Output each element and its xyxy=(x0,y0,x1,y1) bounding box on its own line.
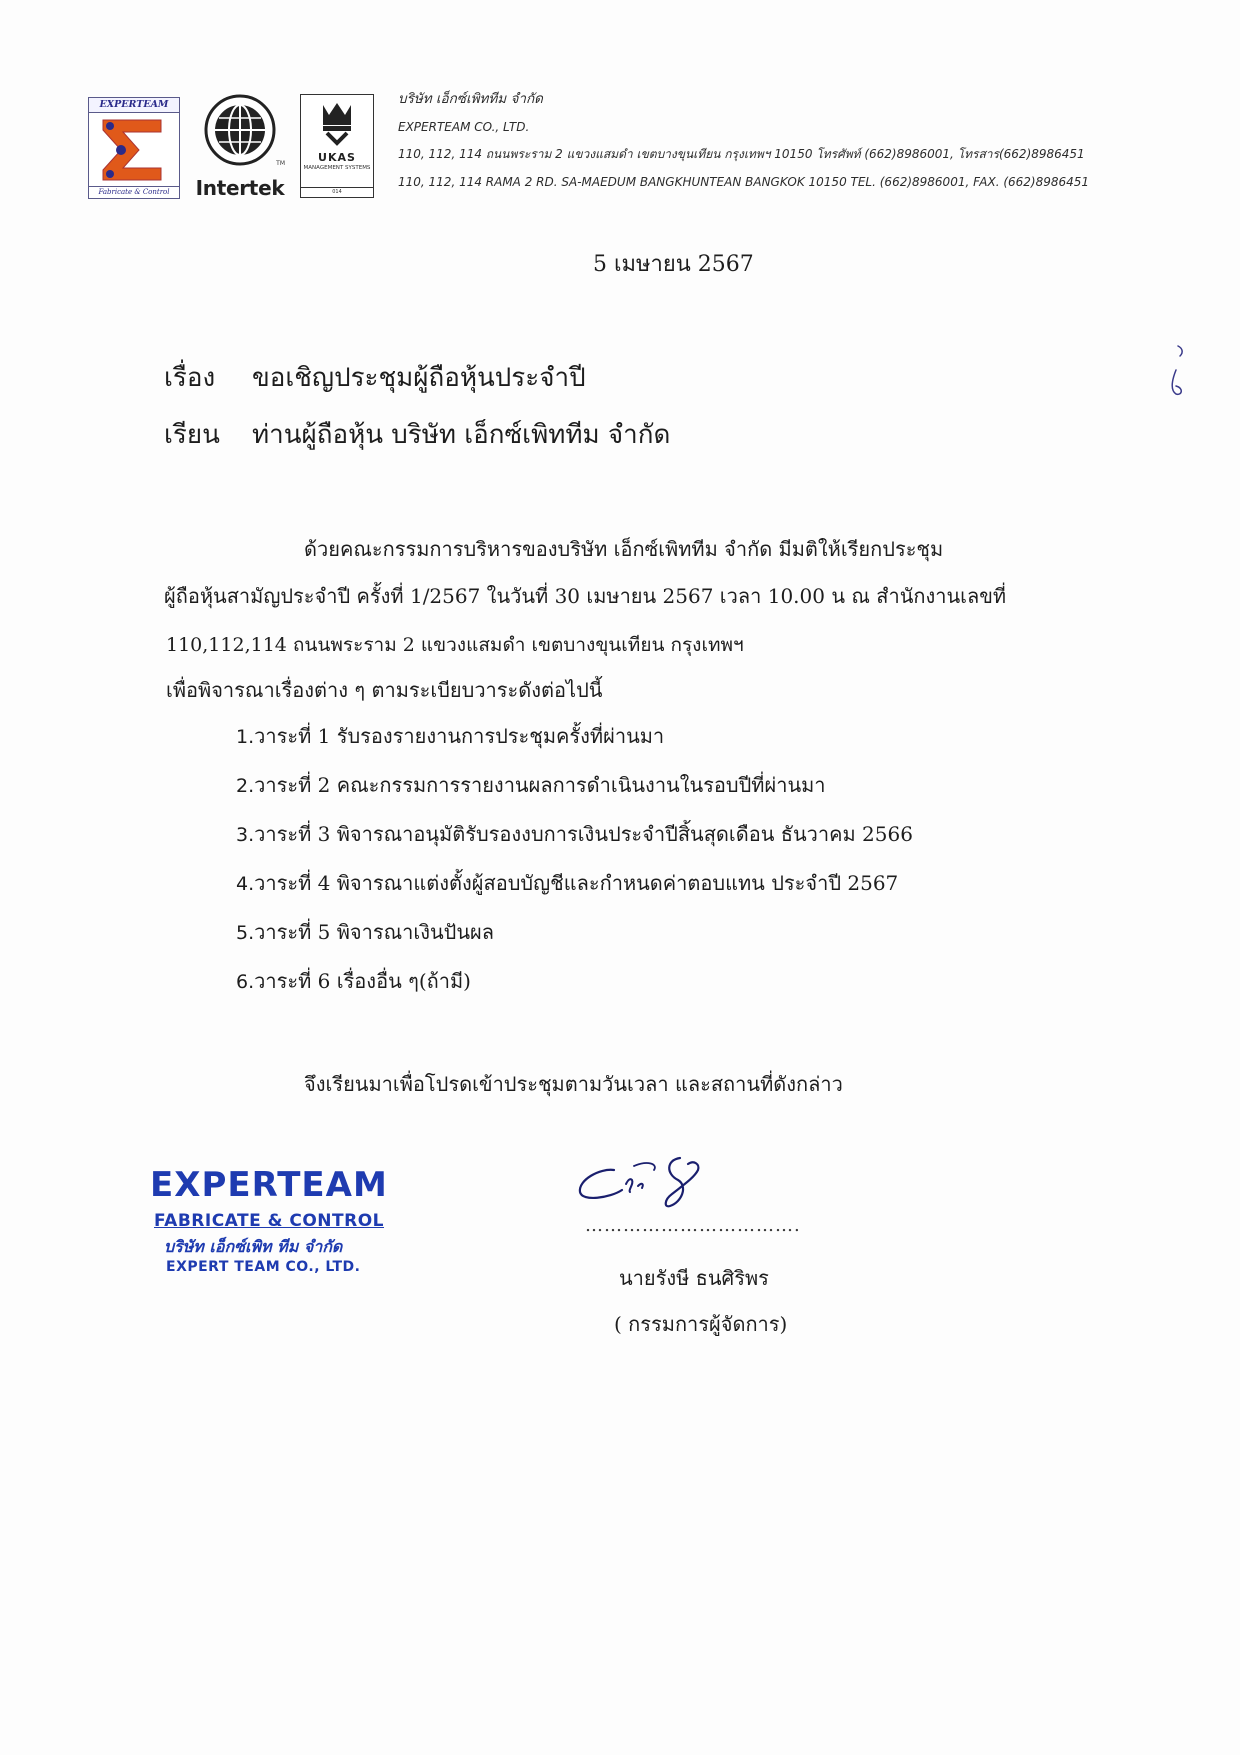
agenda-text: วาระที่ 5 พิจารณาเงินปันผล xyxy=(254,920,494,944)
agenda-number: 1. xyxy=(236,726,255,748)
signature-line: ……………………………. xyxy=(585,1215,801,1236)
company-stamp xyxy=(150,1165,440,1280)
experteam-logo-label: EXPERTEAM xyxy=(89,98,179,113)
body-line-2: ผู้ถือหุ้นสามัญประจำปี ครั้งที่ 1/2567 ในวันที่ 30 เมษายน 2567 เวลา 10.00 น ณ สำนักงานเลขที่ xyxy=(164,584,1007,608)
body-line-1: ด้วยคณะกรรมการบริหารของบริษัท เอ็กซ์เพิททีม จำกัด มีมติให้เรียกประชุม xyxy=(304,537,944,561)
crown-icon xyxy=(301,95,373,149)
recipient-text: ท่านผู้ถือหุ้น บริษัท เอ็กซ์เพิททีม จำกัด xyxy=(252,420,671,450)
agenda-item xyxy=(236,966,913,1015)
agenda-item xyxy=(236,770,913,819)
stamp-name-th: บริษัท เอ็กซ์เพิท ทีม จำกัด xyxy=(164,1237,343,1256)
subject-label: เรื่อง xyxy=(164,363,216,393)
subject-text: ขอเชิญประชุมผู้ถือหุ้นประจำปี xyxy=(252,363,586,393)
stamp-brand: EXPERTEAM xyxy=(150,1165,388,1205)
company-name-en: EXPERTEAM CO., LTD. xyxy=(398,119,530,134)
ukas-subtitle: MANAGEMENT SYSTEMS xyxy=(303,165,371,171)
intertek-wordmark: Intertek xyxy=(195,176,285,200)
agenda-number: 3. xyxy=(236,824,255,846)
ukas-name: UKAS xyxy=(318,151,356,164)
handwritten-margin-mark xyxy=(1162,340,1192,415)
signer-title: ( กรรมการผู้จัดการ) xyxy=(614,1312,788,1336)
agenda-text: วาระที่ 2 คณะกรรมการรายงานผลการดำเนินงานในรอบปีที่ผ่านมา xyxy=(254,773,826,797)
agenda-number: 4. xyxy=(236,873,255,895)
globe-icon xyxy=(195,92,285,172)
experteam-logo-tagline: Fabricate & Control xyxy=(89,186,179,198)
closing-line: จึงเรียนมาเพื่อโปรดเข้าประชุมตามวันเวลา และสถานที่ดังกล่าว xyxy=(304,1072,843,1096)
intertek-logo xyxy=(195,92,285,200)
experteam-logo xyxy=(88,97,180,199)
handwritten-signature xyxy=(570,1150,750,1220)
agenda-text: วาระที่ 1 รับรองรายงานการประชุมครั้งที่ผ่านมา xyxy=(254,724,665,748)
ukas-number: 014 xyxy=(301,187,373,195)
agenda-item xyxy=(236,721,913,770)
agenda-item xyxy=(236,917,913,966)
trademark-mark: TM xyxy=(276,160,285,167)
agenda-number: 5. xyxy=(236,922,255,944)
body-line-4: เพื่อพิจารณาเรื่องต่าง ๆ ตามระเบียบวาระดังต่อไปนี้ xyxy=(166,678,603,702)
agenda-number: 6. xyxy=(236,971,255,993)
company-info xyxy=(398,86,1198,196)
agenda-item xyxy=(236,868,913,917)
agenda-list xyxy=(236,721,913,1015)
signer-name: นายรังษี ธนศิริพร xyxy=(619,1266,769,1290)
ukas-logo xyxy=(300,94,374,198)
body-line-3: 110,112,114 ถนนพระราม 2 แขวงแสมดำ เขตบางขุนเทียน กรุงเทพฯ xyxy=(166,634,744,656)
address-th: 110, 112, 114 ถนนพระราม 2 แขวงแสมดำ เขตบางขุนเทียน กรุงเทพฯ 10150 โทรศัพท์ (662)8986001, โทรสาร(662)8986451 xyxy=(398,147,1085,161)
sigma-icon xyxy=(99,116,169,184)
agenda-text: วาระที่ 6 เรื่องอื่น ๆ(ถ้ามี) xyxy=(254,969,471,993)
address-en: 110, 112, 114 RAMA 2 RD. SA-MAEDUM BANGKHUNTEAN BANGKOK 10150 TEL. (662)8986001, FAX. (662)8986451 xyxy=(398,174,1090,189)
agenda-number: 2. xyxy=(236,775,255,797)
stamp-tagline: FABRICATE & CONTROL xyxy=(154,1211,385,1231)
recipient-label: เรียน xyxy=(164,420,220,450)
agenda-text: วาระที่ 4 พิจารณาแต่งตั้งผู้สอบบัญชีและกำหนดค่าตอบแทน ประจำปี 2567 xyxy=(254,871,899,895)
agenda-item xyxy=(236,819,913,868)
agenda-text: วาระที่ 3 พิจารณาอนุมัติรับรองงบการเงินประจำปีสิ้นสุดเดือน ธันวาคม 2566 xyxy=(254,822,913,846)
letter-date: 5 เมษายน 2567 xyxy=(593,252,754,277)
company-name-th: บริษัท เอ็กซ์เพิททีม จำกัด xyxy=(398,91,543,107)
stamp-name-en: EXPERT TEAM CO., LTD. xyxy=(166,1259,361,1275)
